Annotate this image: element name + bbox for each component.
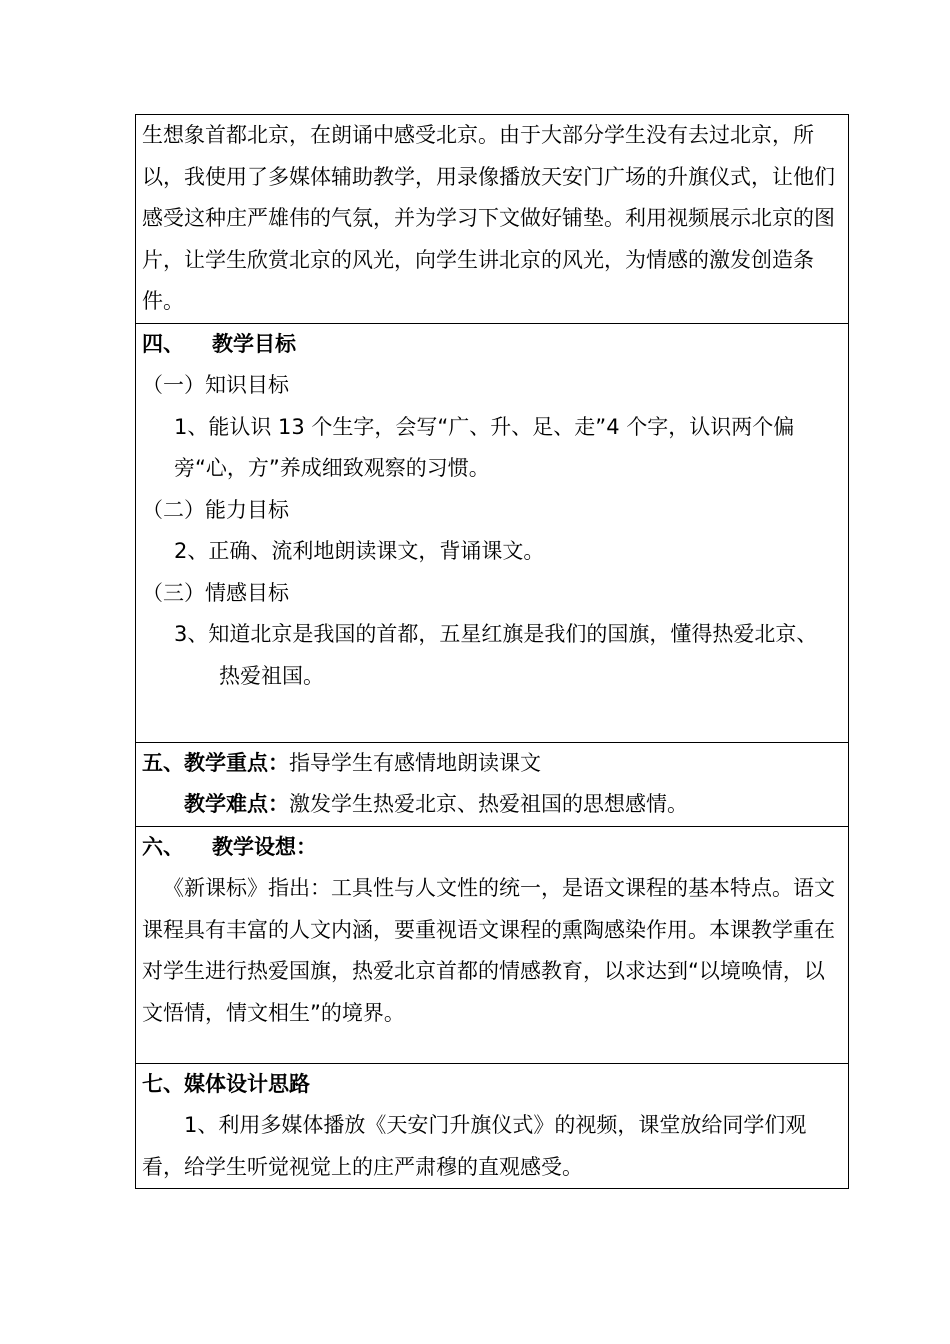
ability-goal-item: 2、正确、流利地朗读课文，背诵课文。	[174, 539, 545, 563]
keypoints-row	[136, 742, 849, 826]
difficulty-text: 激发学生热爱北京、热爱祖国的思想感情。	[289, 792, 688, 816]
design-heading-number: 六、	[142, 834, 184, 859]
goals-heading-number: 四、	[142, 331, 184, 356]
design-cell	[136, 826, 849, 1063]
goals-row	[136, 323, 849, 742]
media-heading: 七、媒体设计思路	[142, 1071, 310, 1096]
keypoints-cell	[136, 742, 849, 826]
ability-goal-subheading: （二）能力目标	[142, 497, 289, 522]
media-item: 1、利用多媒体播放《天安门升旗仪式》的视频，课堂放给同学们观看，给学生听觉视觉上的庄严肃穆的直观感受。	[142, 1113, 807, 1179]
goals-heading	[142, 324, 842, 366]
media-row	[136, 1063, 849, 1189]
media-cell	[136, 1063, 849, 1189]
emotion-goal-item-line1: 3、知道北京是我国的首都，五星红旗是我们的国旗，懂得热爱北京、	[174, 622, 818, 646]
knowledge-goal-subheading: （一）知识目标	[142, 373, 289, 397]
emotion-goal-item-line2: 热爱祖国。	[219, 663, 324, 688]
lesson-plan-table	[135, 114, 849, 1189]
key-point-text: 指导学生有感情地朗读课文	[289, 750, 541, 775]
design-paragraph: 《新课标》指出：工具性与人文性的统一，是语文课程的基本特点。语文课程具有丰富的人文内涵，要重视语文课程的熏陶感染作用。本课教学重在对学生进行热爱国旗，热爱北京首都的情感教育，以求达到“以境唤情，以文悟情，情文相生”的境界。	[142, 876, 835, 1025]
difficulty-label: 教学难点：	[184, 792, 289, 816]
intro-row	[136, 115, 849, 324]
goals-heading-title: 教学目标	[212, 331, 296, 356]
goals-cell	[136, 323, 849, 742]
key-point-line	[142, 743, 842, 785]
intro-cell	[136, 115, 849, 324]
design-heading-title: 教学设想：	[212, 834, 317, 859]
key-point-label: 五、教学重点：	[142, 750, 289, 775]
difficulty-line	[142, 784, 842, 826]
knowledge-goal-item: 1、能认识 13 个生字，会写“广、升、足、走”4 个字，认识两个偏旁“心，方”养成细致观察的习惯。	[174, 414, 795, 480]
emotion-goal-subheading: （三）情感目标	[142, 580, 289, 605]
design-row	[136, 826, 849, 1063]
intro-paragraph: 生想象首都北京，在朗诵中感受北京。由于大部分学生没有去过北京，所以，我使用了多媒体辅助教学，用录像播放天安门广场的升旗仪式，让他们感受这种庄严雄伟的气氛，并为学习下文做好铺垫。利用视频展示北京的图片，让学生欣赏北京的风光，向学生讲北京的风光，为情感的激发创造条件。	[142, 123, 835, 313]
design-heading	[142, 827, 842, 869]
